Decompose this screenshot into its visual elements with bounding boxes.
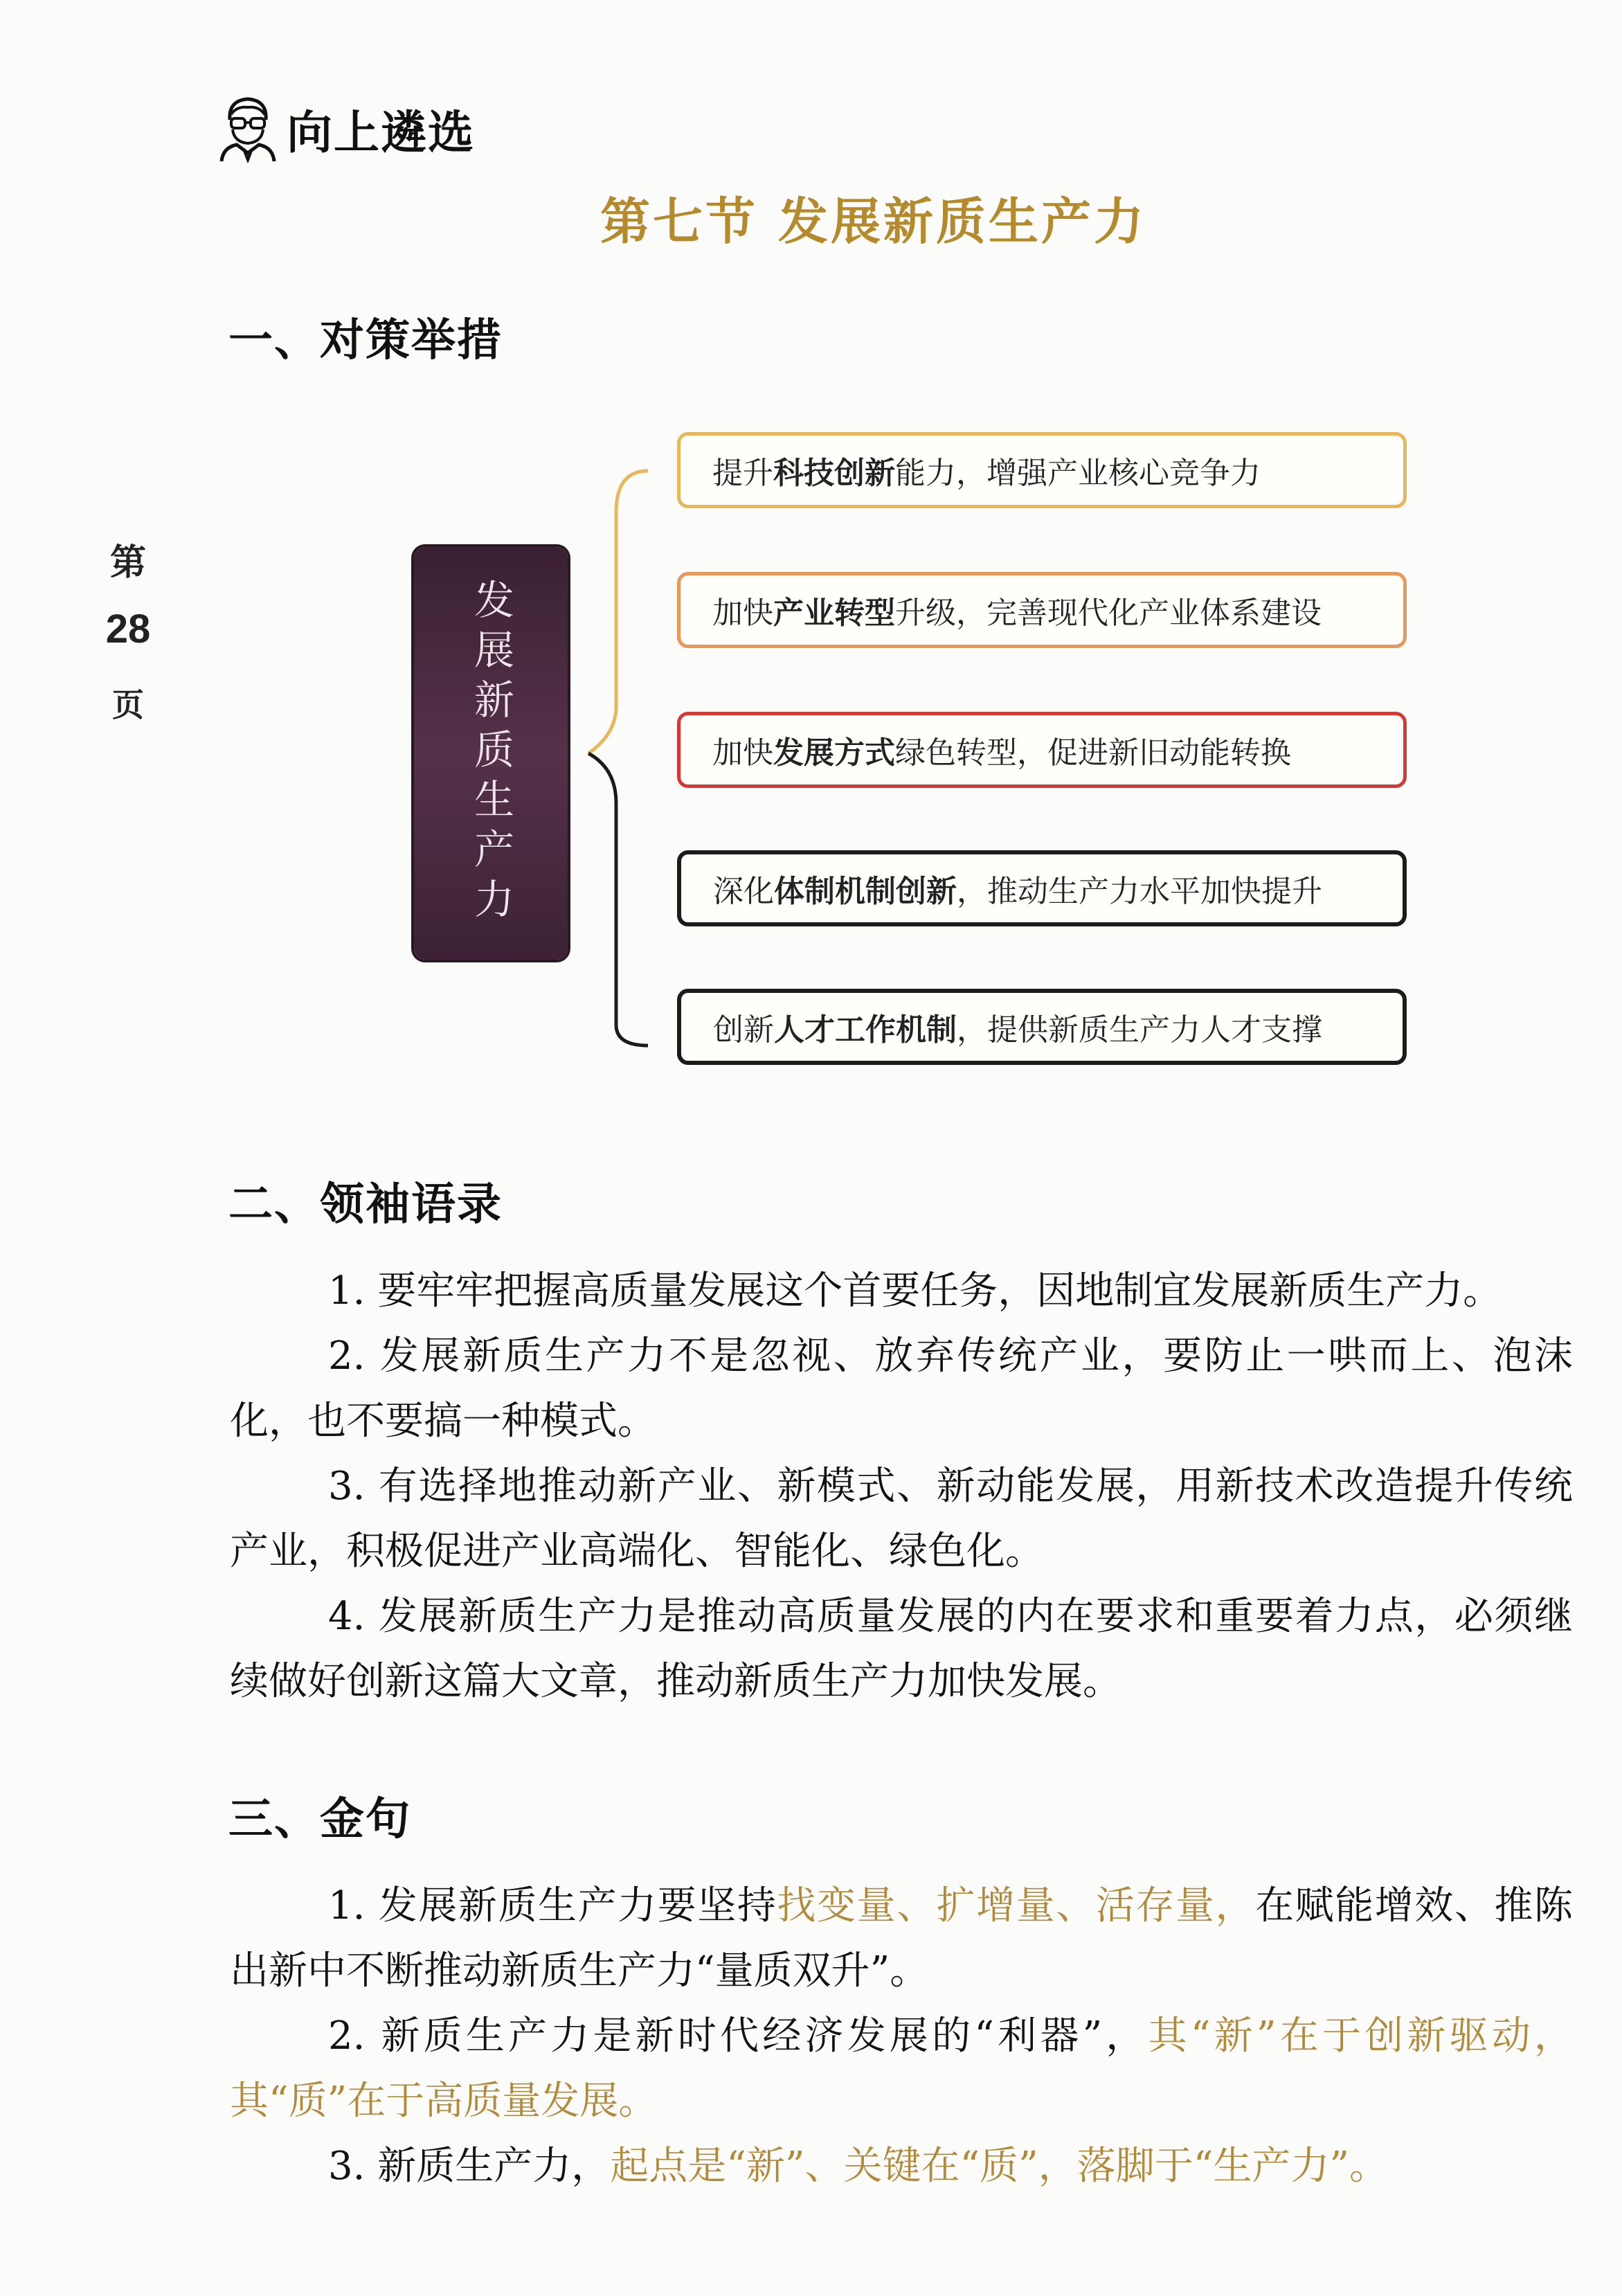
page-number: 28 (105, 607, 151, 652)
mindmap-root (414, 547, 568, 960)
mindmap-leaf-5: 创新 人才工作机制 ，提供新质生产力人才支撑 (677, 989, 1407, 1065)
quote-4: 4. 发展新质生产力是推动高质量发展的内在要求和重要着力点，必须继续做好创新这篇大文章，推动新质生产力加快发展。 (230, 1594, 1573, 1704)
heading-leader-quotes: 二、领袖语录 (228, 1179, 503, 1230)
section-title: 第七节 发展新质生产力 (600, 192, 1147, 251)
page-marker-prefix: 第 (109, 542, 146, 584)
mindmap-leaf-1: 提升 科技创新 能力，增强产业核心竞争力 (677, 432, 1407, 508)
quote-2: 2. 发展新质生产力不是忽视、放弃传统产业，要防止一哄而上、泡沫化，也不要搞一种模式。 (230, 1334, 1573, 1444)
page-marker-suffix: 页 (112, 686, 144, 724)
golden-3: 3. 新质生产力，起点是“新”、关键在“质”，落脚于“生产力”。 (328, 2144, 1389, 2189)
heading-golden-sentences: 三、金句 (228, 1794, 411, 1845)
mindmap-connector (582, 457, 692, 1066)
brand-header (216, 90, 475, 166)
mindmap-leaf-3: 加快 发展方式 绿色转型，促进新旧动能转换 (677, 712, 1407, 788)
heading-countermeasures: 一、对策举措 (228, 315, 503, 366)
golden-2: 2. 新质生产力是新时代经济发展的“利器”，其“新”在于创新驱动，其“质”在于高质量发展。 (230, 2014, 1573, 2124)
quote-1: 1. 要牢牢把握高质量发展这个首要任务，因地制宜发展新质生产力。 (328, 1268, 1502, 1313)
brand-name: 向上遴选 (287, 105, 475, 159)
mindmap-root-label: 发展新质生产力 (467, 579, 514, 928)
mindmap-leaf-4: 深化 体制机制创新 ，推动生产力水平加快提升 (677, 850, 1407, 926)
golden-1: 1. 发展新质生产力要坚持找变量、扩增量、活存量，在赋能增效、推陈出新中不断推动新质生产力“量质双升”。 (230, 1883, 1574, 1993)
teacher-avatar-icon (216, 93, 280, 163)
page-marker (97, 533, 159, 726)
quote-3: 3. 有选择地推动新产业、新模式、新动能发展，用新技术改造提升传统产业，积极促进产业高端化、智能化、绿色化。 (230, 1464, 1573, 1574)
mindmap-leaf-2: 加快 产业转型 升级，完善现代化产业体系建设 (677, 572, 1407, 648)
